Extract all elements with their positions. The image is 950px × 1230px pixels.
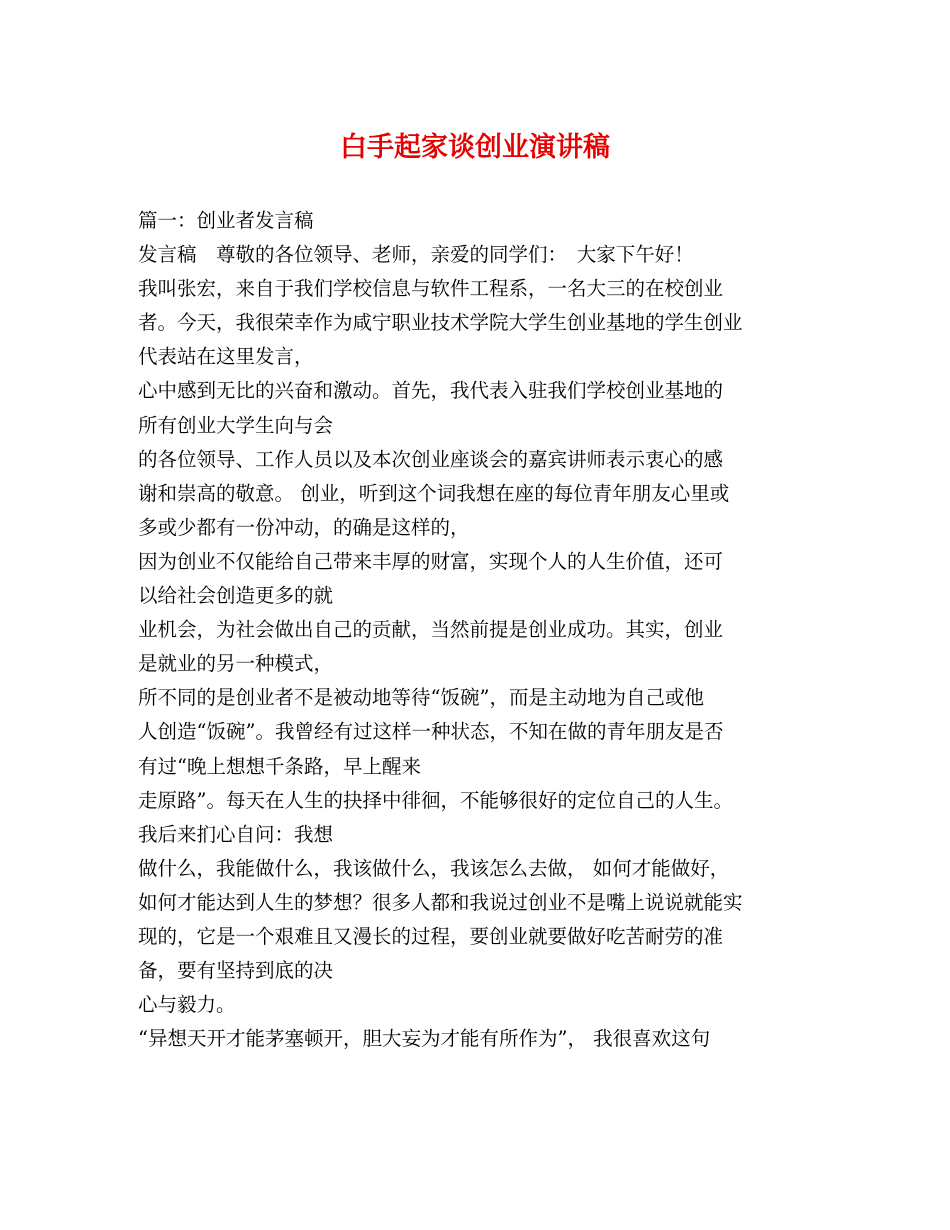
text-line: 因为创业不仅能给自己带来丰厚的财富，实现个人的人生价值，还可: [138, 549, 724, 573]
text-line: 备，要有坚持到底的决: [138, 959, 334, 983]
text-line: “异想天开才能茅塞顿开，胆大妄为才能有所作为”， 我很喜欢这句: [138, 1027, 711, 1051]
text-line: 现的，它是一个艰难且又漫长的过程，要创业就要做好吃苦耐劳的准: [138, 924, 724, 948]
text-line: 是就业的另一种模式，: [138, 652, 334, 676]
text-line: 发言稿 尊敬的各位领导、老师，亲爱的同学们： 大家下午好！: [138, 243, 694, 267]
text-line: 的各位领导、工作人员以及本次创业座谈会的嘉宾讲师表示衷心的感: [138, 447, 724, 471]
text-line: 如何才能达到人生的梦想？很多人都和我说过创业不是嘴上说说就能实: [138, 890, 743, 914]
text-line: 所有创业大学生向与会: [138, 413, 334, 437]
text-line: 者。今天，我很荣幸作为咸宁职业技术学院大学生创业基地的学生创业: [138, 311, 743, 335]
text-line: 心与毅力。: [138, 993, 236, 1017]
text-line: 做什么，我能做什么，我该做什么，我该怎么去做， 如何才能做好，: [138, 856, 730, 880]
text-line: 篇一：创业者发言稿: [138, 209, 314, 232]
text-line: 我叫张宏，来自于我们学校信息与软件工程系，一名大三的在校创业: [138, 277, 724, 301]
text-line: 所不同的是创业者不是被动地等待“饭碗”，而是主动地为自己或他: [138, 686, 704, 710]
text-line: 有过“晚上想想千条路，早上醒来: [138, 754, 421, 778]
document-body: [138, 204, 828, 1056]
text-line: 代表站在这里发言，: [138, 345, 314, 369]
text-line: 以给社会创造更多的就: [138, 584, 334, 608]
text-line: 人创造“饭碗”。我曾经有过这样一种状态，不知在做的青年朋友是否: [138, 720, 724, 744]
text-line: 多或少都有一份冲动，的确是这样的，: [138, 515, 470, 539]
text-line: 我后来扪心自问：我想: [138, 822, 334, 846]
text-line: 业机会，为社会做出自己的贡献，当然前提是创业成功。其实，创业: [138, 618, 724, 642]
text-line: 谢和崇高的敬意。 创业，听到这个词我想在座的每位青年朋友心里或: [138, 481, 730, 505]
text-line: 心中感到无比的兴奋和激动。首先，我代表入驻我们学校创业基地的: [138, 379, 724, 403]
document-title: 白手起家谈创业演讲稿: [340, 132, 610, 163]
text-line: 走原路”。每天在人生的抉择中徘徊，不能够很好的定位自己的人生。: [138, 788, 733, 812]
